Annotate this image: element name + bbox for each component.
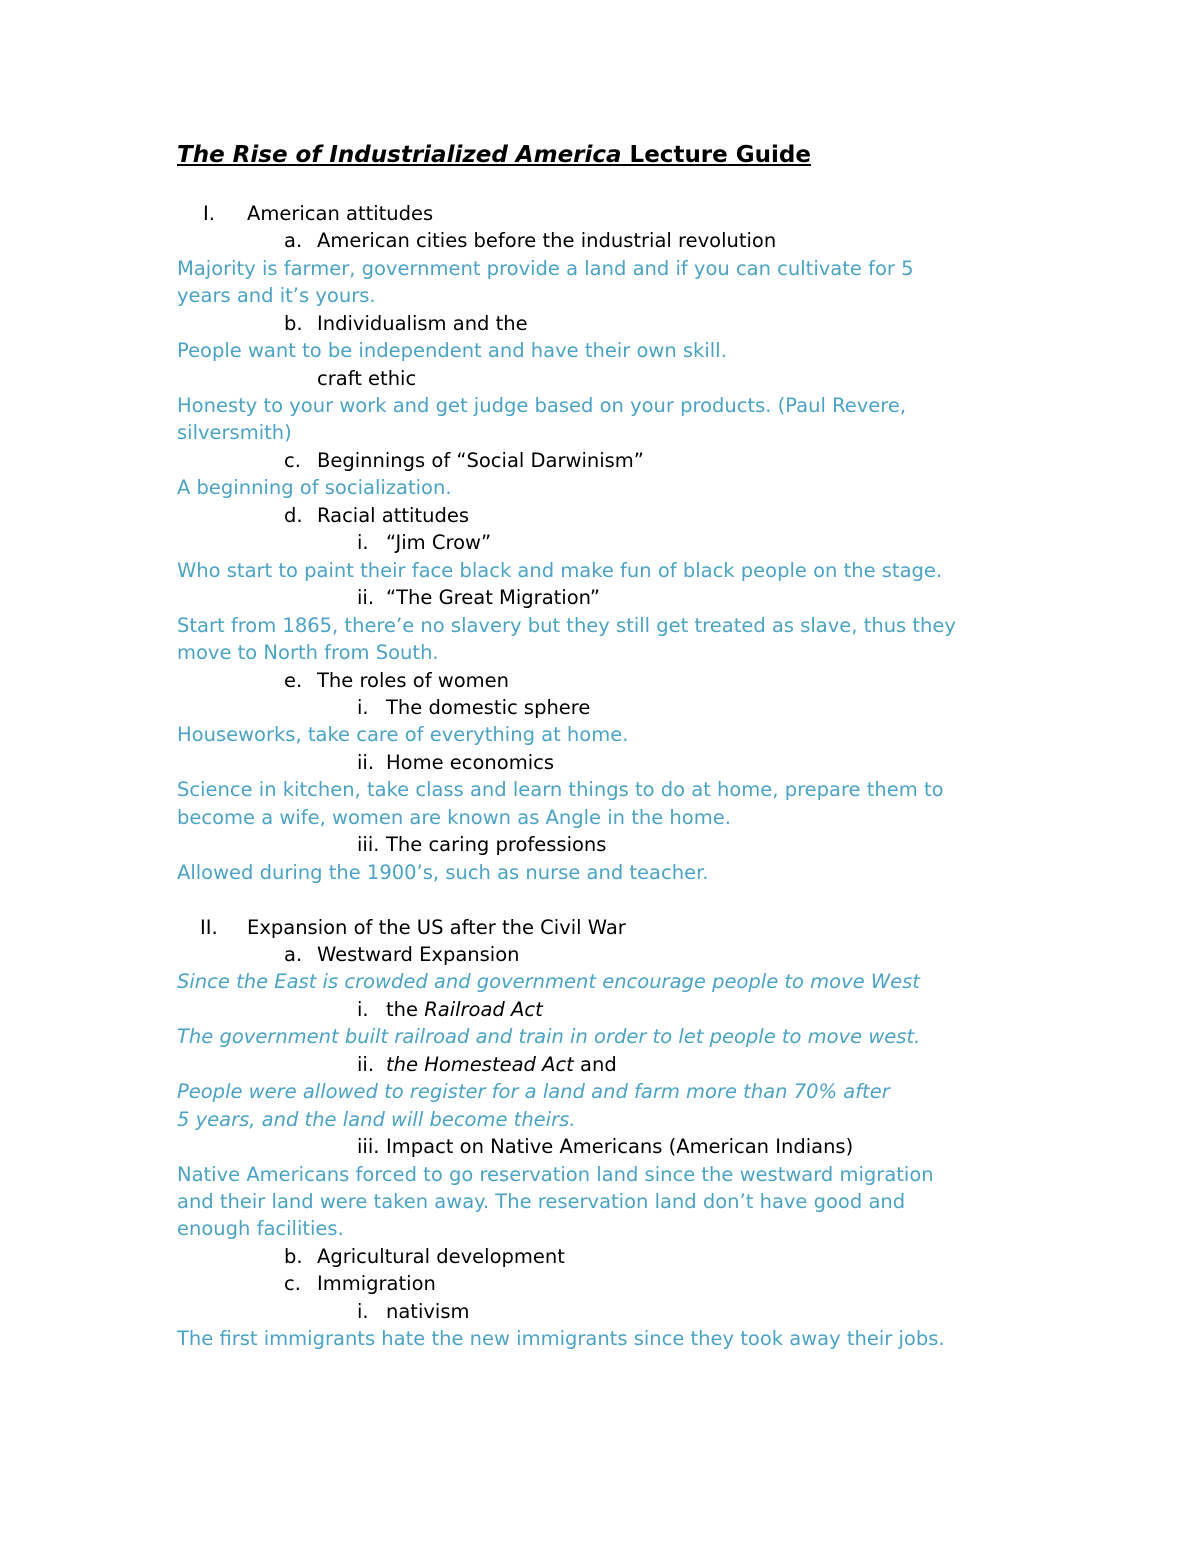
outline-marker: b. (284, 1245, 303, 1268)
topic-item: Home economics (386, 751, 555, 774)
item-text: the (386, 998, 425, 1021)
title-italic: The Rise of Industrialized America (177, 142, 622, 168)
outline-marker: c. (284, 449, 301, 472)
subsection-heading: Racial attitudes (317, 504, 469, 527)
lecture-note: and their land were taken away. The reservation land don’t have good and (177, 1190, 906, 1213)
subsection-heading: Westward Expansion (317, 943, 520, 966)
topic-item: nativism (386, 1300, 470, 1323)
lecture-note: The first immigrants hate the new immigrants since they took away their jobs. (177, 1327, 945, 1350)
lecture-note: move to North from South. (177, 641, 439, 664)
subsection-heading: Individualism and the (317, 312, 528, 335)
outline-marker: c. (284, 1272, 301, 1295)
section-heading: American attitudes (247, 202, 434, 225)
outline-marker: b. (284, 312, 303, 335)
topic-item (386, 1051, 617, 1078)
outline-marker: d. (284, 504, 303, 527)
lecture-note: years and it’s yours. (177, 284, 376, 307)
lecture-note: Houseworks, take care of everything at home. (177, 723, 629, 746)
topic-item: The caring professions (386, 833, 607, 856)
outline-marker: i. (357, 696, 369, 719)
outline-marker: ii. (357, 751, 375, 774)
outline-marker: ii. (357, 1053, 375, 1076)
section-heading: Expansion of the US after the Civil War (247, 916, 626, 939)
lecture-note: Who start to paint their face black and make fun of black people on the stage. (177, 559, 943, 582)
lecture-note: Start from 1865, there’e no slavery but they still get treated as slave, thus they (177, 614, 956, 637)
outline-marker: ii. (357, 586, 375, 609)
topic-item: “The Great Migration” (386, 586, 601, 609)
lecture-note: Native Americans forced to go reservation land since the westward migration (177, 1163, 934, 1186)
lecture-note: silversmith) (177, 421, 292, 444)
outline-marker: iii. (357, 833, 380, 856)
subsection-heading: The roles of women (317, 669, 509, 692)
lecture-note: The government built railroad and train in order to let people to move west. (177, 1025, 921, 1048)
item-emphasis: the Homestead Act (386, 1053, 574, 1076)
outline-marker: i. (357, 531, 369, 554)
subsection-heading: Immigration (317, 1272, 436, 1295)
outline-marker: I. (203, 202, 215, 225)
lecture-note: Honesty to your work and get judge based on your products. (Paul Revere, (177, 394, 907, 417)
topic-item: Impact on Native Americans (American Indians) (386, 1135, 854, 1158)
lecture-note: A beginning of socialization. (177, 476, 452, 499)
topic-item: “Jim Crow” (386, 531, 492, 554)
outline-marker: i. (357, 998, 369, 1021)
lecture-note: People were allowed to register for a land and farm more than 70% after (177, 1080, 890, 1103)
outline-marker: a. (284, 229, 303, 252)
topic-item: The domestic sphere (386, 696, 591, 719)
subsection-heading: American cities before the industrial revolution (317, 229, 777, 252)
subsection-heading: craft ethic (317, 367, 417, 390)
lecture-note: 5 years, and the land will become theirs. (177, 1108, 576, 1131)
lecture-note: Allowed during the 1900’s, such as nurse and teacher. (177, 861, 709, 884)
lecture-note: People want to be independent and have their own skill. (177, 339, 727, 362)
lecture-note: become a wife, women are known as Angle in the home. (177, 806, 731, 829)
lecture-note: enough facilities. (177, 1217, 344, 1240)
subsection-heading: Agricultural development (317, 1245, 565, 1268)
topic-item (386, 996, 543, 1023)
subsection-heading: Beginnings of “Social Darwinism” (317, 449, 644, 472)
lecture-note: Science in kitchen, take class and learn things to do at home, prepare them to (177, 778, 944, 801)
lecture-note: Majority is farmer, government provide a land and if you can cultivate for 5 (177, 257, 914, 280)
outline-marker: a. (284, 943, 303, 966)
outline-marker: iii. (357, 1135, 380, 1158)
outline-marker: i. (357, 1300, 369, 1323)
title-plain: Lecture Guide (621, 142, 811, 168)
lecture-note: Since the East is crowded and government encourage people to move West (177, 970, 920, 993)
item-emphasis: Railroad Act (424, 998, 543, 1021)
outline-marker: e. (284, 669, 303, 692)
outline-marker: II. (200, 916, 218, 939)
item-tail: and (573, 1053, 617, 1076)
